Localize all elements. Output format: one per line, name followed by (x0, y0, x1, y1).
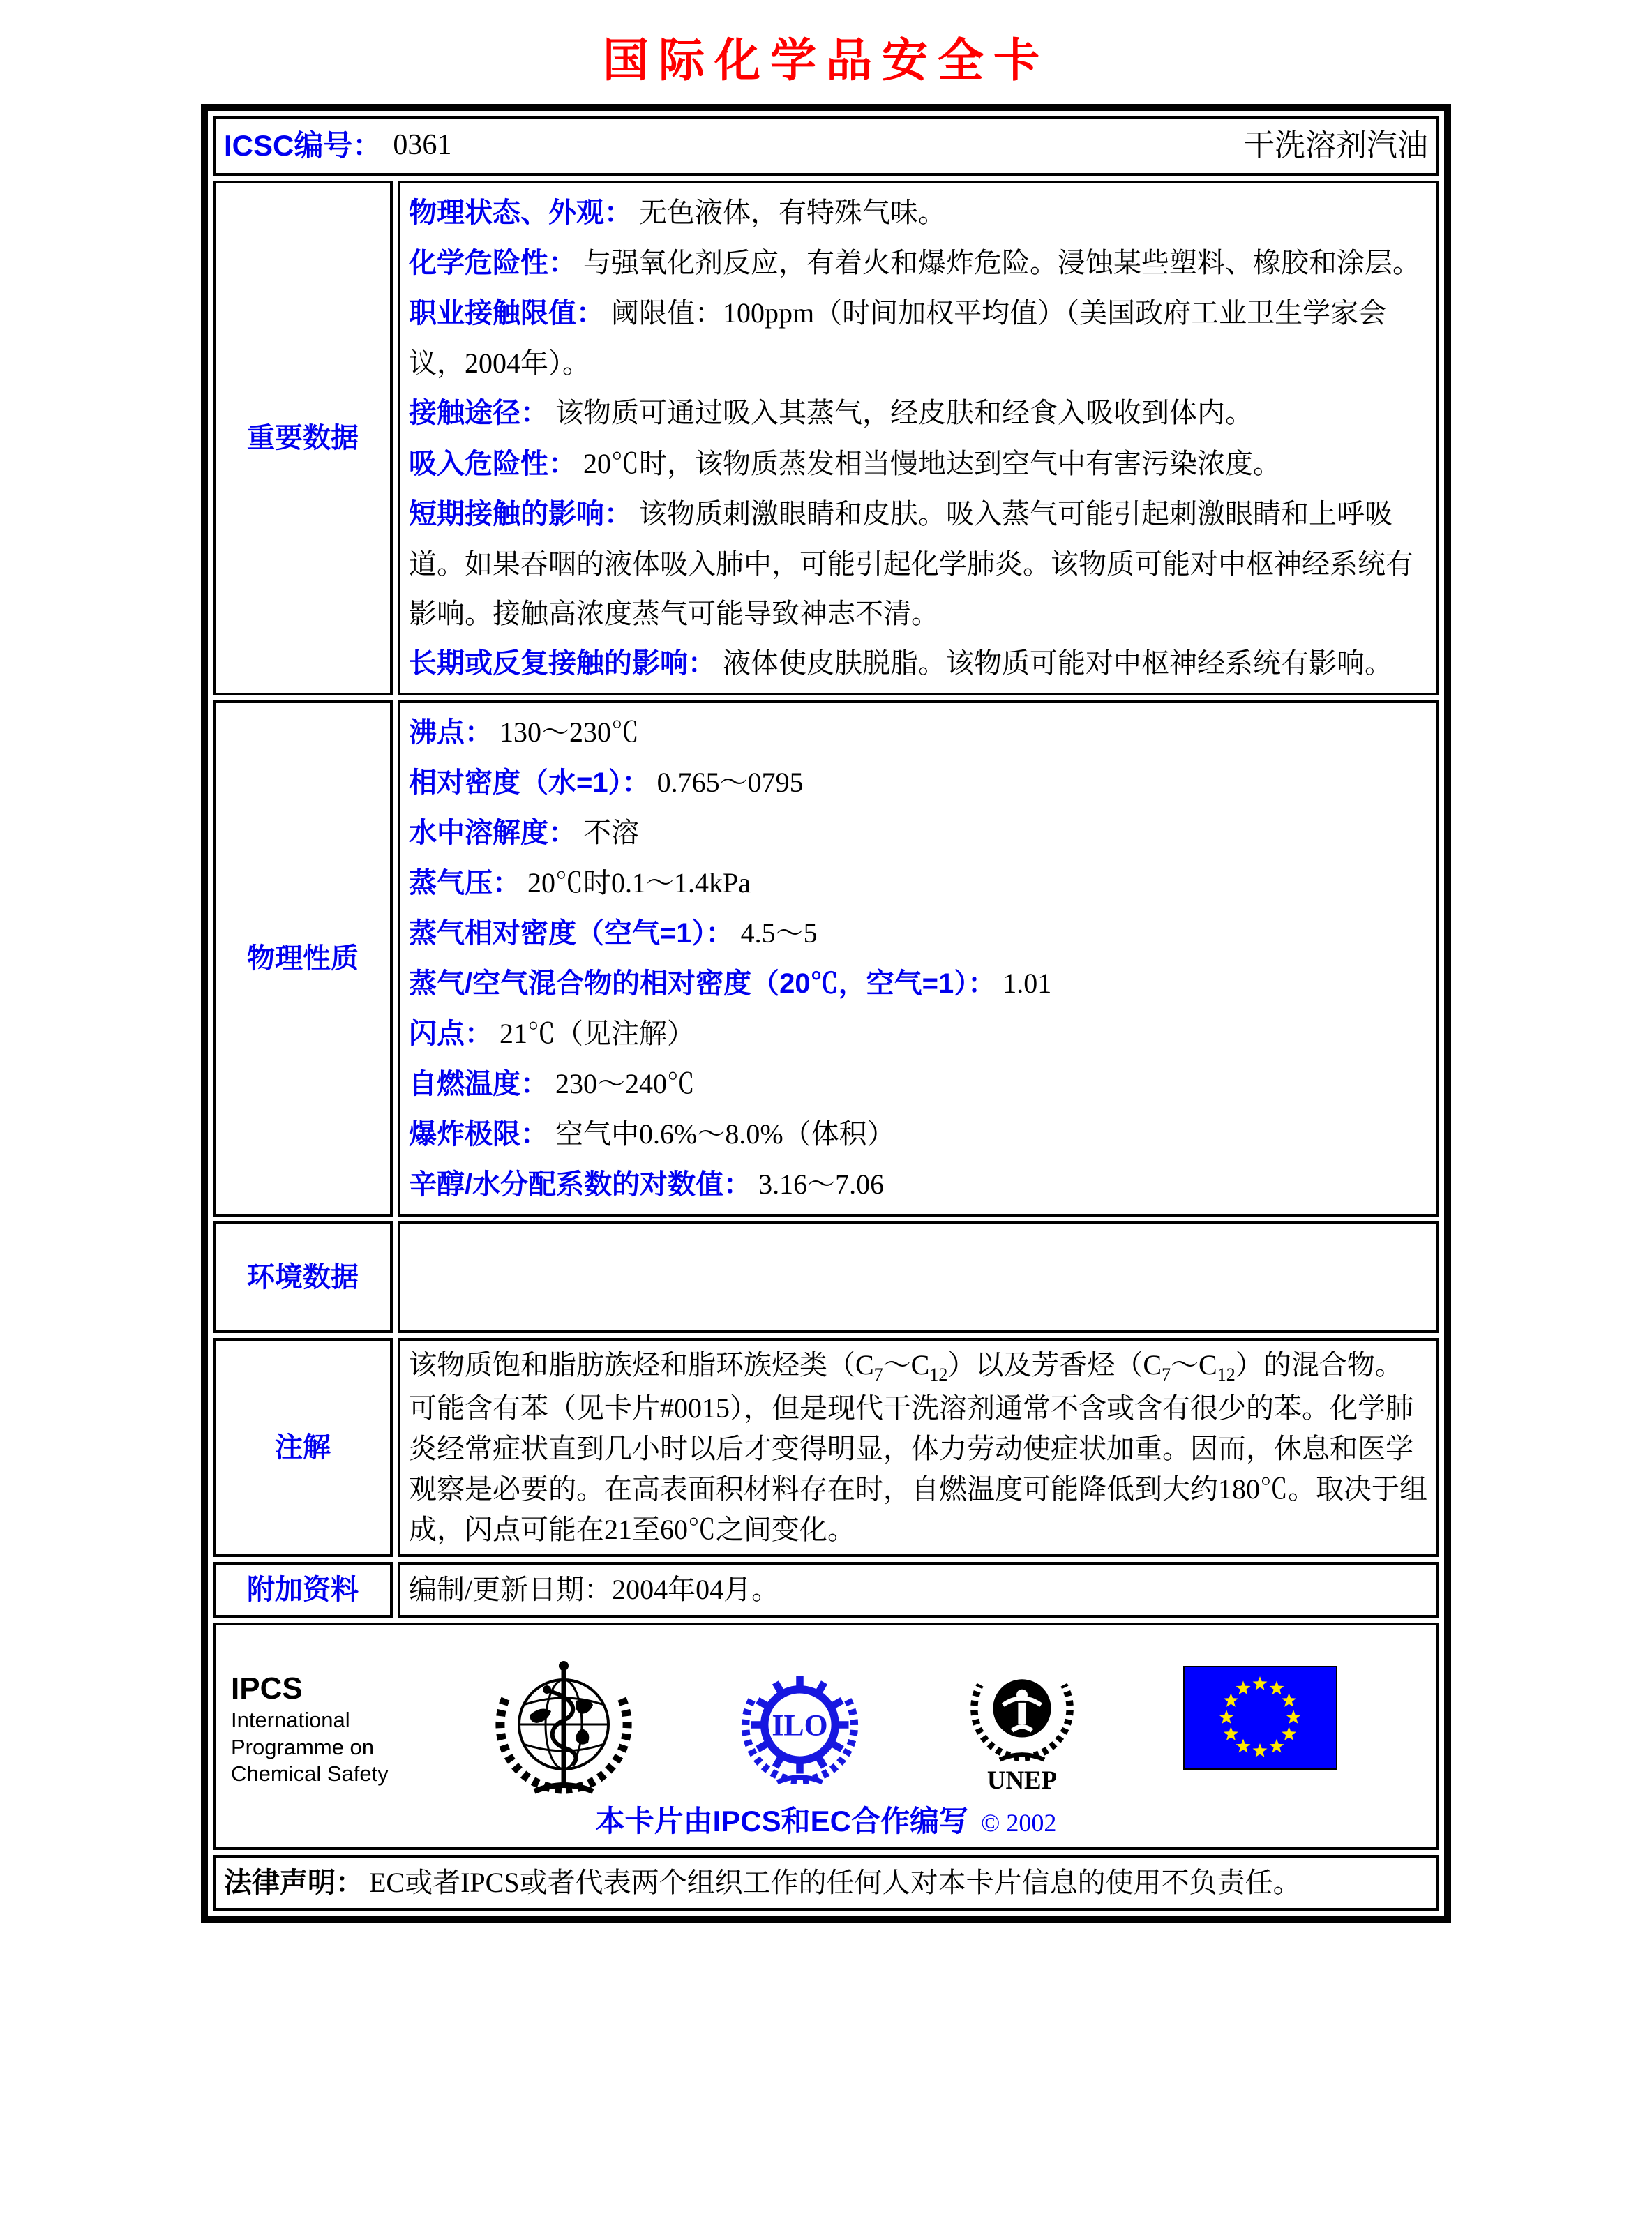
credit-line (224, 1799, 1428, 1843)
physical-item: 相对密度（水=1）： 0.765～0795 (409, 767, 804, 799)
additional-info-content: 编制/更新日期：2004年04月。 (398, 1562, 1439, 1618)
who-logo-icon (494, 1655, 633, 1794)
chemical-name: 干洗溶剂汽油 (1244, 128, 1428, 163)
legal-text: EC或者IPCS或者代表两个组织工作的任何人对本卡片信息的使用不负责任。 (369, 1867, 1301, 1899)
section-label-additional-info: 附加资料 (213, 1562, 393, 1618)
physical-item: 水中溶解度： 不溶 (409, 817, 639, 849)
ipcs-heading: IPCS International Programme on Chemical Safety (231, 1671, 389, 1787)
legal-label: 法律声明： (224, 1867, 363, 1899)
unep-logo-icon (966, 1652, 1078, 1795)
page-title: 国际化学品安全卡 (603, 34, 1049, 86)
additional-info-row (213, 1562, 1439, 1618)
environmental-data-content (398, 1221, 1439, 1333)
important-data-content (398, 181, 1439, 696)
important-item: 长期或反复接触的影响： 液体使皮肤脱脂。该物质可能对中枢神经系统有影响。 (409, 647, 1392, 679)
important-item: 物理状态、外观： 无色液体，有特殊气味。 (409, 196, 946, 228)
physical-item: 爆炸极限： 空气中0.6%～8.0%（体积） (409, 1118, 895, 1150)
ipcs-title: IPCS (231, 1671, 303, 1706)
logo-strip (224, 1630, 1428, 1795)
important-item: 接触途径： 该物质可通过吸入其蒸气，经皮肤和经食入吸收到体内。 (409, 397, 1253, 429)
physical-properties-content (398, 700, 1439, 1217)
physical-item: 自燃温度： 230～240℃ (409, 1068, 695, 1100)
section-label-notes: 注解 (213, 1338, 393, 1557)
important-item: 职业接触限值： 阈限值：100ppm（时间加权平均值）（美国政府工业卫生学家会议，2004年）。 (409, 296, 1387, 379)
legal-row (213, 1855, 1439, 1911)
important-item: 短期接触的影响： 该物质刺激眼睛和皮肤。吸入蒸气可能引起刺激眼睛和上呼吸道。如果吞咽的液体吸入肺中，可能引起化学肺炎。该物质可能对中枢神经系统有影响。接触高浓度蒸气可能导致神志不清。 (409, 497, 1413, 630)
section-label-physical-properties: 物理性质 (213, 700, 393, 1217)
icsc-number-label: ICSC编号： (224, 129, 382, 163)
physical-item: 蒸气压： 20℃时0.1～1.4kPa (409, 867, 751, 899)
notes-content (398, 1338, 1439, 1557)
ilo-letters: ILO (772, 1708, 828, 1743)
important-data-row (213, 181, 1439, 696)
unep-letters: UNEP (986, 1766, 1057, 1795)
copyright-text: © 2002 (981, 1809, 1057, 1837)
physical-item: 辛醇/水分配系数的对数值： 3.16～7.06 (409, 1168, 885, 1201)
notes-row (213, 1338, 1439, 1557)
important-item: 化学危险性： 与强氧化剂反应，有着火和爆炸危险。浸蚀某些塑料、橡胶和涂层。 (409, 246, 1420, 278)
physical-item: 闪点： 21℃（见注解） (409, 1018, 695, 1050)
logos-row (213, 1623, 1439, 1850)
physical-properties-row (213, 700, 1439, 1217)
icsc-number-value: 0361 (393, 129, 452, 162)
header-row (213, 116, 1439, 176)
eu-flag-icon (1183, 1666, 1337, 1770)
environmental-data-row (213, 1221, 1439, 1333)
physical-item: 蒸气相对密度（空气=1）： 4.5～5 (409, 917, 818, 949)
physical-item: 沸点： 130～230℃ (409, 716, 639, 749)
notes-paragraph: 该物质饱和脂肪族烃和脂环族烃类$(C_7\sim C_{12})$以及芳香烃$(C_7\sim C_{12})$的混合物。可能含有苯（见卡片#0015），但是现代干洗溶剂通常不含或含有很少的苯。化学肺炎经常症状直到几小时以后才变得明显，体力劳动使症状加重。因而，休息和医学观察是必要的。在高表面积材料存在时，自燃温度可能降低到大约180℃。取决于组成，闪点可能在21至60℃之间变化。 (409, 1349, 1427, 1546)
important-item: 吸入危险性： 20℃时，该物质蒸发相当慢地达到空气中有害污染浓度。 (409, 447, 1281, 479)
icsc-card-table (201, 104, 1451, 1923)
credit-text: 本卡片由IPCS和EC合作编写 (595, 1805, 968, 1838)
physical-item: 蒸气/空气混合物的相对密度（20℃，空气=1）： 1.01 (409, 968, 1052, 1000)
section-label-important-data: 重要数据 (213, 181, 393, 696)
ilo-logo-icon (739, 1660, 861, 1789)
section-label-environmental-data: 环境数据 (213, 1221, 393, 1333)
